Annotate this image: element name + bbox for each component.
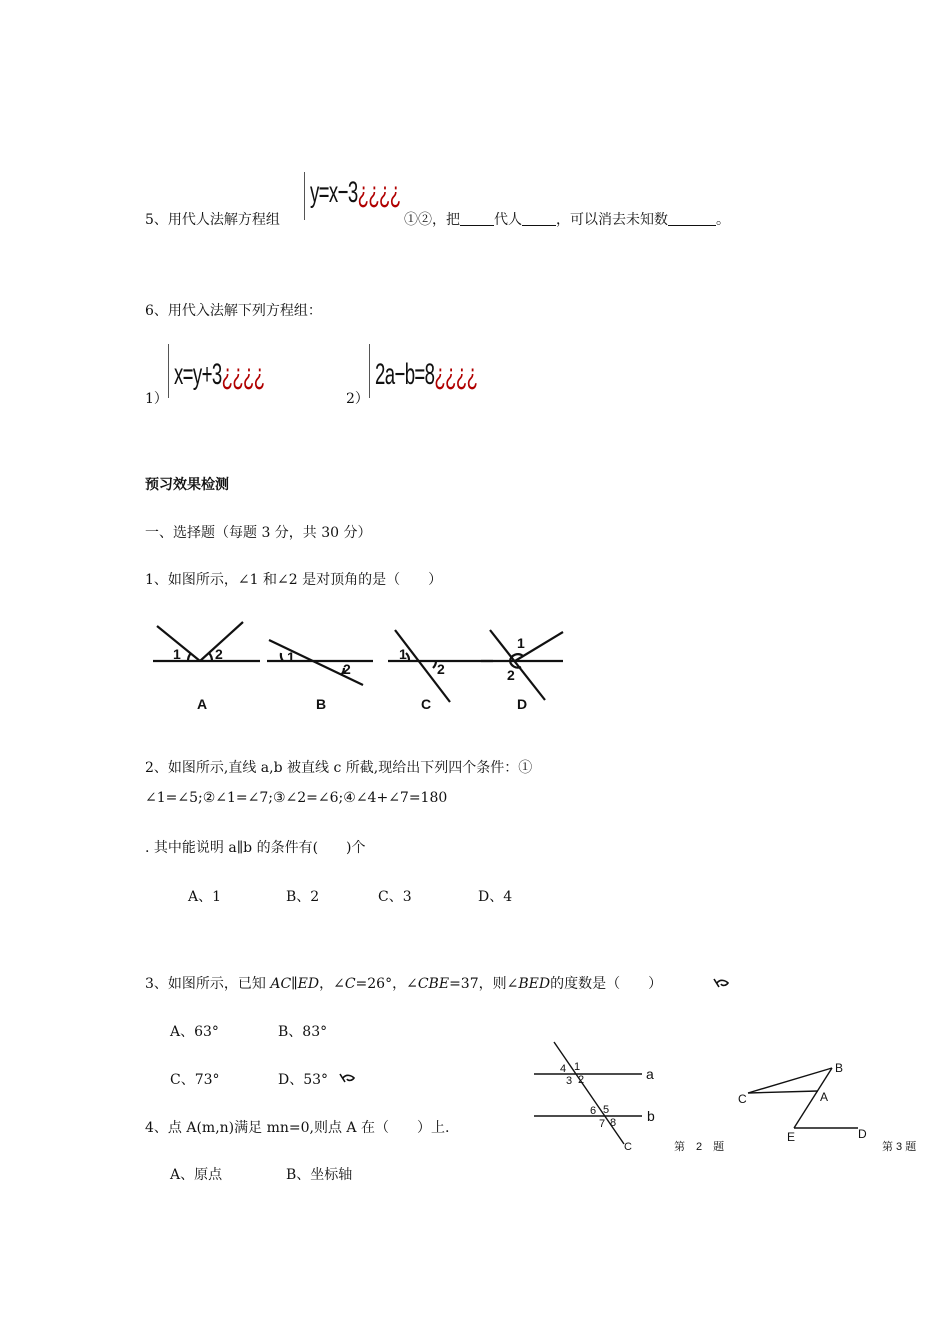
angle-num: 1 (574, 1061, 581, 1073)
mc3-q-mid1: ，∠ (319, 976, 345, 992)
mc2-option-d[interactable]: D、4 (478, 889, 513, 905)
mc4-question: 4、点 A(m,n)满足 mn=0,则点 A 在（ ）上. (145, 1120, 450, 1136)
mc3-option-c[interactable]: C、73° (170, 1072, 220, 1088)
blank-3[interactable] (668, 211, 716, 226)
mc3-q-pre: 3、如图所示，已知 (145, 976, 271, 992)
section-heading: 预习效果检测 (145, 477, 229, 493)
mc1-question: 1、如图所示，∠1 和∠2 是对顶角的是（ ） (145, 572, 443, 588)
angle-num: 6 (590, 1105, 597, 1117)
blank-2[interactable] (522, 211, 556, 226)
q6-p1-eq: x=y+3 (174, 358, 222, 391)
angle-label: 1 (399, 646, 407, 662)
line-b-label: b (647, 1108, 655, 1124)
q6-part2-equation (375, 358, 477, 392)
q5-equation (310, 176, 401, 210)
point-c-label: C (738, 1092, 747, 1106)
equation-brace (168, 344, 169, 398)
point-e-label: E (787, 1130, 796, 1144)
mc3-option-b[interactable]: B、83° (278, 1024, 328, 1040)
fig2-caption: 第 2 题 (674, 1141, 725, 1153)
q6-part1-equation (174, 358, 265, 392)
line-c-label: C (624, 1141, 632, 1153)
q6-p2-garble: ¿¿¿¿ (434, 358, 478, 391)
q6-p2-eq: 2a−b=8 (375, 358, 435, 391)
equation-brace (369, 344, 370, 398)
q6-part2-label: 2） (346, 391, 369, 407)
figure-2 (530, 1038, 730, 1158)
mc2-line1: 2、如图所示,直线 a,b 被直线 c 所截,现给出下列四个条件：① (145, 760, 533, 776)
angle-num: 7 (599, 1118, 606, 1130)
q5-mid1: ①②，把 (404, 212, 460, 228)
q5-eq-main: y=x−3 (310, 176, 358, 209)
mc2-option-a[interactable]: A、1 (188, 889, 222, 905)
mc3-q-ac: AC∥ED (270, 976, 320, 992)
angle-num: 4 (560, 1063, 567, 1075)
mc2-option-c[interactable]: C、3 (378, 889, 412, 905)
q5-eq-garble: ¿¿¿¿ (357, 176, 401, 209)
mc4-option-a[interactable]: A、原点 (170, 1167, 223, 1183)
mc3-q-mid2: =26°，∠ (355, 976, 418, 992)
point-d-label: D (858, 1127, 867, 1141)
q5-mid2: 代人 (494, 212, 522, 228)
angle-label: 1 (517, 635, 525, 651)
angle-num: 5 (603, 1104, 610, 1116)
q6-p1-garble: ¿¿¿¿ (221, 358, 265, 391)
arrow-mark-icon (712, 976, 732, 990)
mc3-option-d[interactable]: D、53° (278, 1072, 329, 1088)
equation-brace (304, 172, 305, 220)
mc3-q-cbe: CBE (417, 976, 450, 992)
blank-1[interactable] (460, 211, 494, 226)
point-b-label: B (835, 1061, 844, 1075)
angle-label: 2 (437, 661, 445, 677)
q5-end: 。 (716, 212, 730, 228)
arrow-mark-icon (338, 1071, 358, 1085)
mc3-q-mid3: =37，则∠ (449, 976, 519, 992)
mc3-option-a[interactable]: A、63° (170, 1024, 219, 1040)
fig-label-c: C (421, 696, 432, 712)
angle-label: 2 (507, 667, 515, 683)
mc2-option-b[interactable]: B、2 (286, 889, 320, 905)
mc3-q-bed: BED (518, 976, 551, 992)
mc2-line3: . 其中能说明 a∥b 的条件有( )个 (145, 840, 366, 856)
mc3-question (145, 973, 662, 993)
fig-label-b: B (316, 696, 327, 712)
figure-3 (734, 1058, 934, 1158)
q5-prefix: 5、用代人法解方程组 (145, 212, 280, 228)
fig-label-a: A (197, 696, 208, 712)
angle-num: 8 (610, 1117, 617, 1129)
angle-label: 2 (215, 646, 223, 662)
mc3-q-end: 的度数是（ ） (550, 976, 663, 992)
point-a-label: A (820, 1090, 829, 1104)
q6-part1-label: 1） (145, 391, 168, 407)
line-a-label: a (646, 1066, 654, 1082)
fig3-caption: 第 3 题 (882, 1141, 917, 1153)
angle-label: 1 (287, 649, 295, 665)
part1-title: 一、选择题（每题 3 分，共 30 分） (145, 525, 372, 541)
mc2-line2: ∠1=∠5;②∠1=∠7;③∠2=∠6;④∠4+∠7=180 (145, 790, 448, 806)
mc4-option-b[interactable]: B、坐标轴 (286, 1167, 353, 1183)
mc1-figures (145, 612, 575, 717)
fig-label-d: D (517, 696, 528, 712)
angle-label: 2 (343, 661, 351, 677)
angle-label: 1 (173, 646, 181, 662)
angle-num: 3 (566, 1075, 573, 1087)
q6-text: 6、用代入法解下列方程组： (145, 303, 322, 319)
q5-mid3: ，可以消去未知数 (556, 212, 668, 228)
angle-num: 2 (578, 1074, 585, 1086)
q5-text (404, 209, 730, 229)
mc3-q-c: C (344, 976, 356, 992)
